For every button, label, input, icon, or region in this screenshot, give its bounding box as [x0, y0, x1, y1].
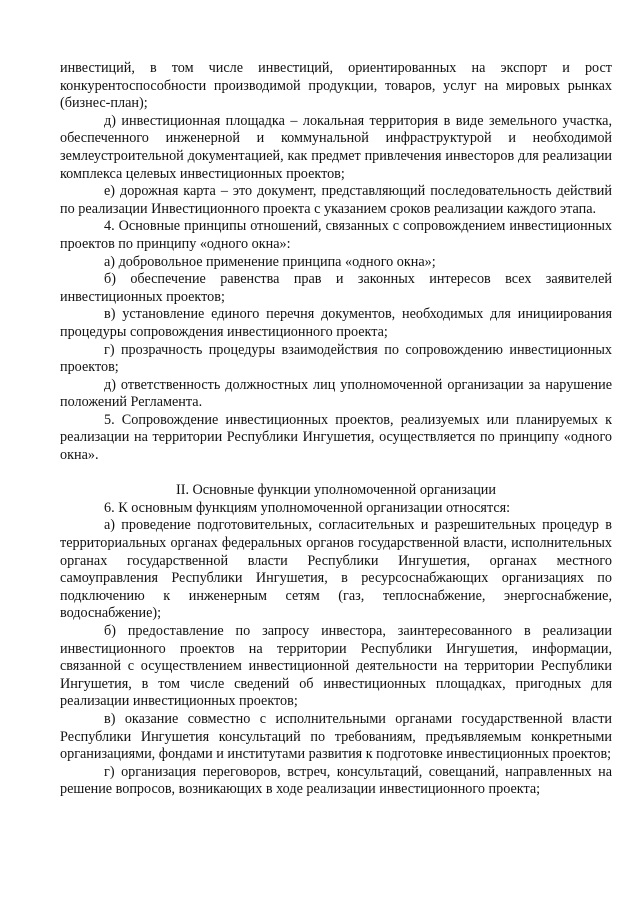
paragraph-item-g: г) прозрачность процедуры взаимодействия по сопровождению инвестиционных проектов;: [60, 341, 612, 376]
paragraph-item-e-roadmap: е) дорожная карта – это документ, представляющий последовательность действий по реализации Инвестиционного проекта с указанием сроков реализации каждого этапа.: [60, 183, 612, 217]
paragraph-function-g: г) организация переговоров, встреч, консультаций, совещаний, направленных на решение вопросов, возникающих в ходе реализации инвестиционного проекта;: [60, 763, 612, 798]
paragraph-function-a: а) проведение подготовительных, согласительных и разрешительных процедур в территориальных органах федеральных органов государственной власти, исполнительных органах государственной власти Республики Ингушетия, органах местного самоуправления Республики Ингушетия, в ресурсоснабжающих организациях по подключению к инженерным сетям (газ, теплоснабжение, энергоснабжение, водоснабжение);: [60, 517, 612, 622]
paragraph-continuation: инвестиций, в том числе инвестиций, ориентированных на экспорт и рост конкурентоспособности производимой продукции, товаров, услуг на мировых рынках (бизнес-план);: [60, 60, 612, 112]
paragraph-clause-6: 6. К основным функциям уполномоченной организации относятся:: [104, 499, 511, 516]
paragraph-clause-5: 5. Сопровождение инвестиционных проектов, реализуемых или планируемых к реализации на территории Республики Ингушетия, осуществляется по принципу «одного окна».: [60, 411, 612, 464]
paragraph-item-d-investment-site: д) инвестиционная площадка – локальная территория в виде земельного участка, обеспеченного инженерной и коммунальной инфраструктурой и необходимой землеустроительной документацией, как предмет привлечения инвесторов для реализации комплекса целевых инвестиционных проектов;: [60, 112, 612, 182]
paragraph-function-b: б) предоставление по запросу инвестора, заинтересованного в реализации инвестиционного проектов на территории Республики Ингушетия, информации, связанной с осуществлением инвестиционной деятельности на территории Республики Ингушетия, в том числе сведений об инвестиционных площадках, пригодных для реализации инвестиционных проектов;: [60, 623, 612, 710]
paragraph-item-v: в) установление единого перечня документов, необходимых для инициирования процедуры сопровождения инвестиционного проекта;: [60, 306, 612, 340]
section-heading: II. Основные функции уполномоченной организации: [176, 482, 496, 499]
paragraph-item-a: а) добровольное применение принципа «одного окна»;: [104, 253, 436, 270]
paragraph-item-d: д) ответственность должностных лиц уполномоченной организации за нарушение положений Регламента.: [60, 376, 612, 411]
document-page: [60, 60, 612, 799]
paragraph-item-b: б) обеспечение равенства прав и законных интересов всех заявителей инвестиционных проектов;: [60, 271, 612, 305]
paragraph-function-v: в) оказание совместно с исполнительными органами государственной власти Республики Ингушетия консультаций по требованиям, предъявляемым конкретными организациями, фондами и институтами развития к подготовке инвестиционных проектов;: [60, 710, 612, 763]
paragraph-clause-4: 4. Основные принципы отношений, связанных с сопровождением инвестиционных проектов по принципу «одного окна»:: [60, 218, 612, 252]
